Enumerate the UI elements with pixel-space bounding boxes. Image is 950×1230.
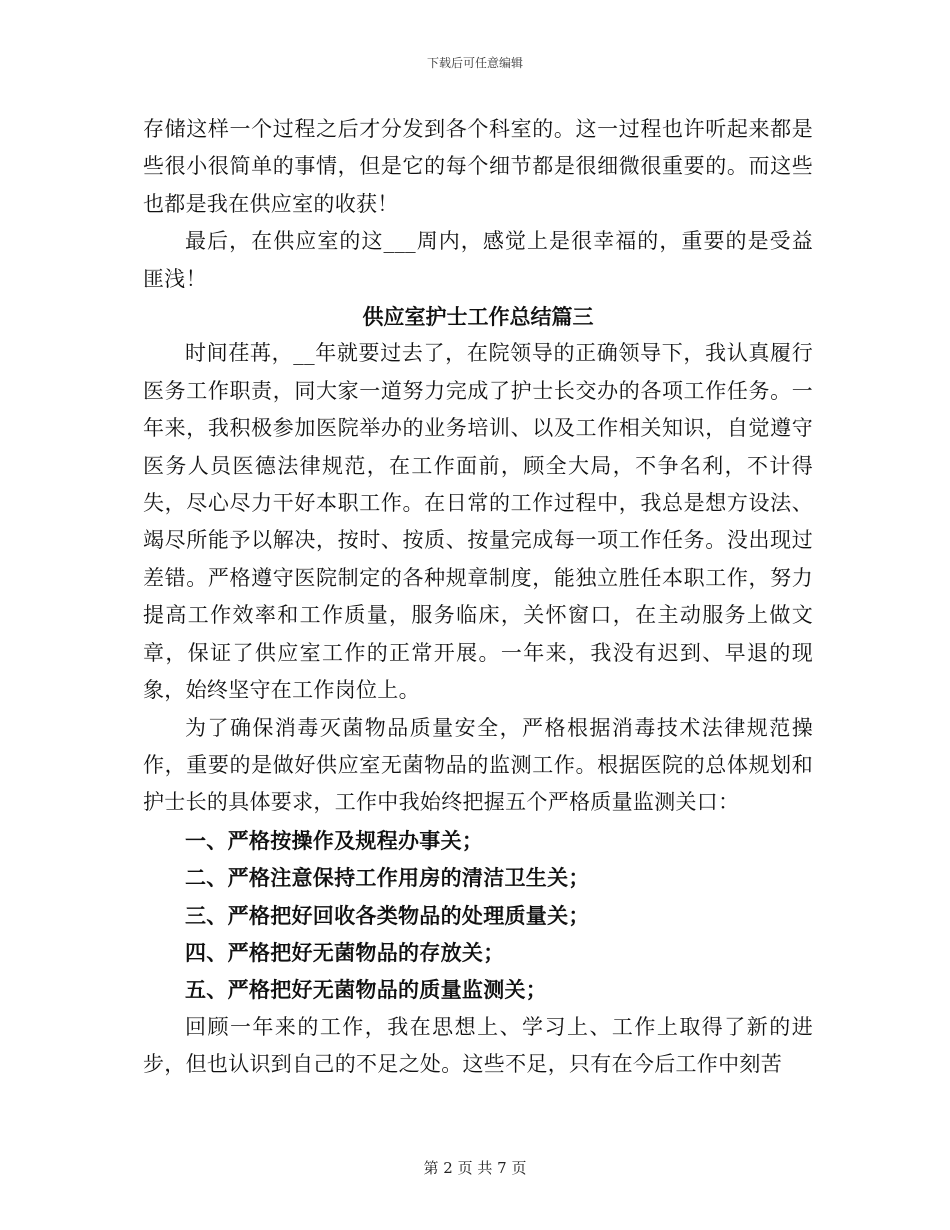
document-body	[143, 111, 813, 1084]
checkpoint-item: 一、严格按操作及规程办事关；	[185, 827, 484, 853]
section-title: 供应室护士工作总结篇三	[362, 304, 594, 330]
page-number: 第 2 页 共 7 页	[423, 1159, 527, 1177]
paragraph-review: 回顾一年来的工作，我在思想上、学习上、工作上取得了新的进步，但也认识到自己的不足之处。这些不足，只有在今后工作中刻苦	[143, 1014, 813, 1077]
checkpoint-item: 五、严格把好无菌物品的质量监测关；	[185, 977, 548, 1003]
checkpoint-item: 二、严格注意保持工作用房的清洁卫生关；	[185, 865, 590, 891]
checkpoint-item: 三、严格把好回收各类物品的处理质量关；	[185, 902, 590, 928]
page-header-note: 下载后可任意编辑	[426, 56, 523, 70]
paragraph-quality-monitoring: 为了确保消毒灭菌物品质量安全，严格根据消毒技术法律规范操作，重要的是做好供应室无菌物品的监测工作。根据医院的总体规划和护士长的具体要求，工作中我始终把握五个严格质量监测关口：	[143, 715, 813, 815]
paragraph-continued: 存储这样一个过程之后才分发到各个科室的。这一过程也许听起来都是些很小很简单的事情，但是它的每个细节都是很细微很重要的。而这些也都是我在供应室的收获！	[143, 117, 813, 216]
checkpoint-item: 四、严格把好无菌物品的存放关；	[185, 939, 505, 965]
paragraph-last-week: 最后，在供应室的这___周内，感觉上是很幸福的，重要的是受益匪浅！	[143, 229, 813, 291]
paragraph-work-summary: 时间荏苒，__年就要过去了，在院领导的正确领导下，我认真履行医务工作职责，同大家一道努力完成了护士长交办的各项工作任务。一年来，我积极参加医院举办的业务培训、以及工作相关知识，自觉遵守医务人员医德法律规范，在工作面前，顾全大局，不争名利，不计得失，尽心尽力干好本职工作。在日常的工作过程中，我总是想方设法、竭尽所能予以解决，按时、按质、按量完成每一项工作任务。没出现过差错。严格遵守医院制定的各种规章制度，能独立胜任本职工作，努力提高工作效率和工作质量，服务临床，关怀窗口，在主动服务上做文章，保证了供应室工作的正常开展。一年来，我没有迟到、早退的现象，始终坚守在工作岗位上。	[143, 341, 813, 703]
